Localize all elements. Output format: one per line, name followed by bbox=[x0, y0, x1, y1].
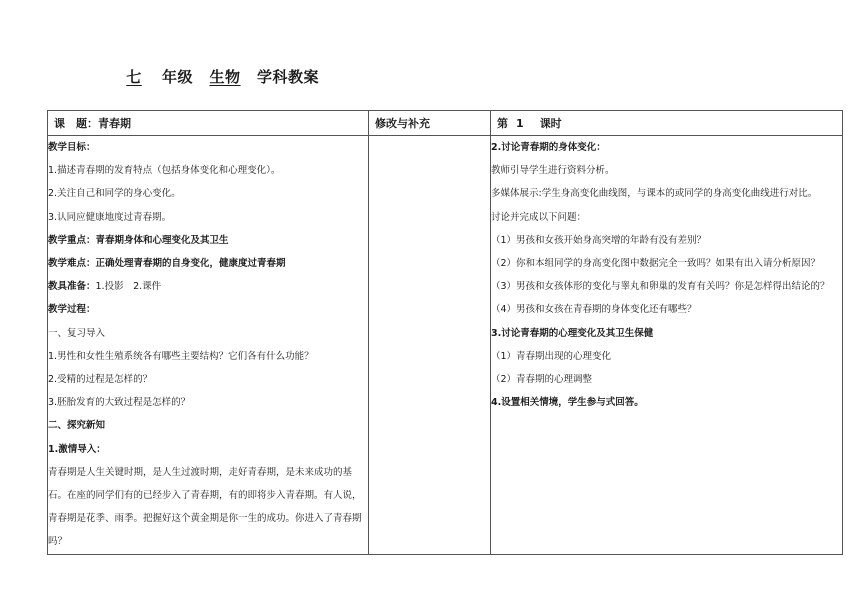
left-content-cell bbox=[48, 136, 369, 555]
content-line: 2.讨论青春期的身体变化： bbox=[491, 142, 606, 153]
content-line: 二、探究新知 bbox=[48, 420, 106, 432]
content-line: 1.激情导入： bbox=[48, 443, 106, 455]
content-line-text: 正确处理青春期的自身变化，健康度过青春期 bbox=[95, 258, 286, 270]
content-line: 2.受精的过程是怎样的？ bbox=[48, 374, 153, 386]
right-content-cell bbox=[491, 136, 843, 555]
grade-blank: 七 bbox=[126, 68, 142, 86]
page-title bbox=[106, 66, 319, 87]
content-line-text: 1.投影 2.课件 bbox=[95, 281, 162, 293]
content-line bbox=[48, 252, 368, 275]
content-line-label: 教学难点： bbox=[48, 258, 96, 270]
content-line: 4.设置相关情境，学生参与式回答。 bbox=[491, 397, 644, 409]
subject-blank: 生物 bbox=[209, 68, 241, 86]
content-line: 一、复习导入 bbox=[48, 327, 106, 339]
topic-value: 青春期 bbox=[98, 117, 131, 130]
content-line: 教学过程： bbox=[48, 304, 96, 316]
revise-header-cell bbox=[369, 111, 491, 136]
content-line: 1.男性和女性生殖系统各有哪些主要结构？它们各有什么功能？ bbox=[48, 350, 314, 362]
topic-header-cell bbox=[48, 111, 369, 136]
content-line: （2）你和本组同学的身高变化图中数据完全一致吗？如果有出入请分析原因？ bbox=[491, 258, 821, 270]
subject-suffix: 学科教案 bbox=[257, 68, 320, 86]
table-header-row bbox=[48, 111, 843, 136]
content-line: （3）男孩和女孩体形的变化与睾丸和卵巢的发育有关吗？你是怎样得出结论的？ bbox=[491, 281, 830, 293]
content-line bbox=[48, 229, 368, 252]
lesson-header-cell bbox=[491, 111, 843, 136]
content-line: （1）青春期出现的心理变化 bbox=[491, 350, 612, 362]
table-body-row bbox=[48, 136, 843, 555]
content-line: （1）男孩和女孩开始身高突增的年龄有没有差别？ bbox=[491, 234, 707, 246]
grade-suffix: 年级 bbox=[162, 68, 194, 86]
content-line-text: 青春期身体和心理变化及其卫生 bbox=[95, 234, 229, 246]
content-line: （2）青春期的心理调整 bbox=[491, 374, 593, 386]
right-content-list bbox=[491, 136, 842, 414]
content-line-label: 教具准备： bbox=[48, 281, 96, 293]
content-line: （4）男孩和女孩在青春期的身体变化还有哪些？ bbox=[491, 304, 697, 316]
content-line: 青春期是人生关键时期，是人生过渡时期，走好青春期，是未来成功的基石。在座的同学们有的已经步入了青春期，有的即将步入青春期。有人说，青春期是花季、雨季。把握好这个黄金期是你一生的成功。你进入了青春期吗？ bbox=[48, 466, 362, 548]
content-line-label: 教学重点： bbox=[48, 234, 96, 246]
lesson-prefix: 第 bbox=[497, 117, 508, 130]
revise-label: 修改与补充 bbox=[375, 117, 430, 130]
content-line bbox=[48, 275, 368, 298]
left-content-list bbox=[48, 136, 368, 554]
content-line: 3.认同应健康地度过青春期。 bbox=[48, 211, 172, 223]
content-line: 讨论并完成以下问题： bbox=[491, 211, 587, 223]
content-line: 教师引导学生进行资料分析。 bbox=[491, 165, 615, 177]
lesson-plan-table bbox=[47, 110, 843, 555]
revise-content-cell bbox=[369, 136, 491, 555]
content-line: 1.描述青春期的发育特点（包括身体变化和心理变化）。 bbox=[48, 165, 281, 177]
content-line: 3.胚胎发育的大致过程是怎样的？ bbox=[48, 397, 191, 409]
content-line: 3.讨论青春期的心理变化及其卫生保健 bbox=[491, 327, 654, 339]
content-line: 多媒体展示:学生身高变化曲线图，与课本的或同学的身高变化曲线进行对比。 bbox=[491, 188, 818, 200]
content-line: 2.关注自己和同学的身心变化。 bbox=[48, 188, 181, 200]
topic-label: 课 题： bbox=[54, 117, 98, 130]
lesson-number: 1 bbox=[516, 117, 524, 130]
content-line: 教学目标： bbox=[48, 142, 96, 153]
lesson-suffix: 课时 bbox=[539, 117, 562, 130]
